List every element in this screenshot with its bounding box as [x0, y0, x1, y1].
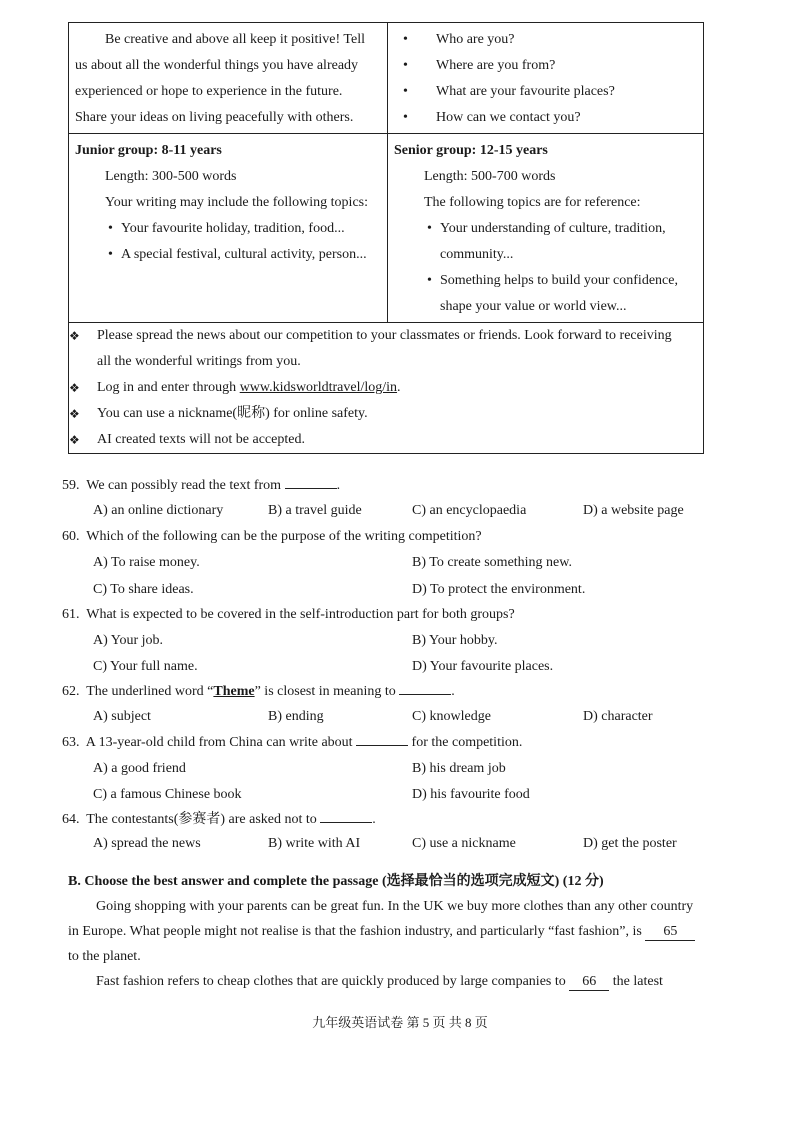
option-c[interactable]: C) a famous Chinese book	[93, 787, 242, 802]
note-item	[69, 401, 703, 427]
option-d[interactable]: D) get the poster	[583, 836, 677, 851]
intro-question: • Where are you from?	[394, 53, 697, 79]
passage-text: Fast fashion refers to cheap clothes that are quickly produced by large companies to	[96, 974, 566, 989]
note-item	[69, 375, 703, 401]
option-c[interactable]: C) knowledge	[412, 709, 491, 724]
question-text: We can possibly read the text from	[86, 478, 282, 493]
diamond-bullet-icon: ❖	[69, 433, 80, 447]
passage-line	[68, 919, 710, 944]
option-b[interactable]: B) ending	[268, 709, 324, 724]
option-b[interactable]: B) a travel guide	[268, 503, 362, 518]
senior-group-cell	[388, 134, 704, 323]
diamond-bullet-icon: ❖	[69, 381, 80, 395]
question-text: The underlined word “	[86, 684, 214, 699]
note-item	[69, 323, 703, 349]
option-d[interactable]: D) To protect the environment.	[412, 582, 586, 597]
option-d[interactable]: D) character	[583, 709, 653, 724]
option-a[interactable]: A) an online dictionary	[93, 503, 224, 518]
question-number: 64.	[62, 812, 80, 827]
option-b[interactable]: B) his dream job	[412, 761, 506, 776]
question-text: The contestants(参赛者) are asked not to	[86, 812, 317, 827]
intro-question: • How can we contact you?	[394, 105, 697, 131]
blank-66[interactable]: 66	[569, 974, 609, 991]
intro-line: Be creative and above all keep it positive! Tell	[105, 32, 365, 47]
passage-text: in Europe. What people might not realise is that the fashion industry, and particularly “fast fashion”, is	[68, 924, 642, 939]
answer-blank	[320, 808, 372, 823]
senior-topic: • Your understanding of culture, tradition,	[418, 216, 697, 242]
question-text: .	[372, 812, 376, 827]
passage-text: the latest	[612, 974, 663, 989]
question-text: .	[451, 684, 455, 699]
intro-question: • What are your favourite places?	[394, 79, 697, 105]
note-text: AI created texts will not be accepted.	[97, 432, 305, 447]
option-c[interactable]: C) To share ideas.	[93, 582, 194, 597]
question-64	[62, 808, 376, 832]
note-text: all the wonderful writings from you.	[97, 354, 301, 369]
question-text: Which of the following can be the purpose of the writing competition?	[86, 529, 482, 544]
underlined-word: Theme	[213, 684, 255, 699]
option-d[interactable]: D) a website page	[583, 503, 684, 518]
junior-group-cell	[69, 134, 388, 323]
note-item	[69, 427, 703, 453]
junior-length: Length: 300-500 words	[105, 169, 237, 184]
passage-line	[68, 969, 710, 994]
question-text: What is expected to be covered in the self-introduction part for both groups?	[86, 607, 515, 622]
question-number: 62.	[62, 684, 80, 699]
junior-topic: • Your favourite holiday, tradition, food...	[99, 216, 381, 242]
option-c[interactable]: C) use a nickname	[412, 836, 516, 851]
competition-info-table	[68, 22, 704, 454]
notes-cell	[69, 323, 704, 454]
diamond-bullet-icon: ❖	[69, 329, 80, 343]
login-link[interactable]: www.kidsworldtravel/log/in	[239, 380, 398, 395]
question-62	[62, 680, 455, 704]
junior-topic: • A special festival, cultural activity, person...	[99, 242, 381, 268]
senior-topics-intro: The following topics are for reference:	[424, 195, 641, 210]
option-b[interactable]: B) Your hobby.	[412, 633, 498, 648]
question-number: 61.	[62, 607, 80, 622]
option-d[interactable]: D) Your favourite places.	[412, 659, 554, 674]
option-b[interactable]: B) write with AI	[268, 836, 361, 851]
option-c[interactable]: C) Your full name.	[93, 659, 198, 674]
question-number: 60.	[62, 529, 80, 544]
passage-line: Going shopping with your parents can be great fun. In the UK we buy more clothes than any other country	[96, 899, 694, 914]
option-a[interactable]: A) spread the news	[93, 836, 201, 851]
note-text: Log in and enter through	[97, 380, 240, 395]
intro-line: us about all the wonderful things you have already	[75, 58, 359, 73]
answer-blank	[285, 474, 337, 489]
intro-question: • Who are you?	[394, 27, 697, 53]
senior-topic-continued: shape your value or world view...	[440, 299, 627, 314]
option-a[interactable]: A) subject	[93, 709, 151, 724]
note-item-continued	[69, 349, 703, 375]
answer-blank	[356, 731, 408, 746]
junior-group-heading: Junior group: 8-11 years	[75, 143, 222, 158]
section-b-heading: B. Choose the best answer and complete the passage (选择最恰当的选项完成短文) (12 分)	[68, 874, 604, 889]
option-b[interactable]: B) To create something new.	[412, 555, 572, 570]
note-text: .	[397, 380, 401, 395]
junior-topics-intro: Your writing may include the following topics:	[105, 195, 368, 210]
page-footer: 九年级英语试卷 第 5 页 共 8 页	[312, 1015, 488, 1030]
question-number: 63.	[62, 735, 80, 750]
answer-blank	[399, 680, 451, 695]
question-text: ” is closest in meaning to	[254, 684, 396, 699]
senior-group-heading: Senior group: 12-15 years	[394, 143, 548, 158]
option-a[interactable]: A) To raise money.	[93, 555, 200, 570]
blank-65[interactable]: 65	[645, 924, 695, 941]
question-number: 59.	[62, 478, 80, 493]
question-59	[62, 474, 340, 498]
question-text: A 13-year-old child from China can write about	[85, 735, 353, 750]
question-63	[62, 731, 522, 755]
note-text: Please spread the news about our competition to your classmates or friends. Look forward to receiving	[97, 328, 672, 343]
question-60	[62, 525, 482, 549]
question-text: for the competition.	[411, 735, 523, 750]
question-text: .	[336, 478, 341, 493]
senior-topic-continued: community...	[440, 247, 514, 262]
intro-questions-cell	[388, 23, 704, 134]
passage-line: to the planet.	[68, 949, 141, 964]
intro-line: Share your ideas on living peacefully with others.	[75, 110, 354, 125]
intro-line: experienced or hope to experience in the future.	[75, 84, 343, 99]
senior-length: Length: 500-700 words	[424, 169, 556, 184]
passage	[68, 894, 710, 994]
diamond-bullet-icon: ❖	[69, 407, 80, 421]
option-a[interactable]: A) a good friend	[93, 761, 186, 776]
senior-topic: • Something helps to build your confidence,	[418, 268, 697, 294]
option-a[interactable]: A) Your job.	[93, 633, 164, 648]
option-c[interactable]: C) an encyclopaedia	[412, 503, 527, 518]
note-text: You can use a nickname(昵称) for online safety.	[97, 406, 368, 421]
option-d[interactable]: D) his favourite food	[412, 787, 530, 802]
question-61	[62, 603, 515, 627]
intro-cell	[69, 23, 388, 134]
